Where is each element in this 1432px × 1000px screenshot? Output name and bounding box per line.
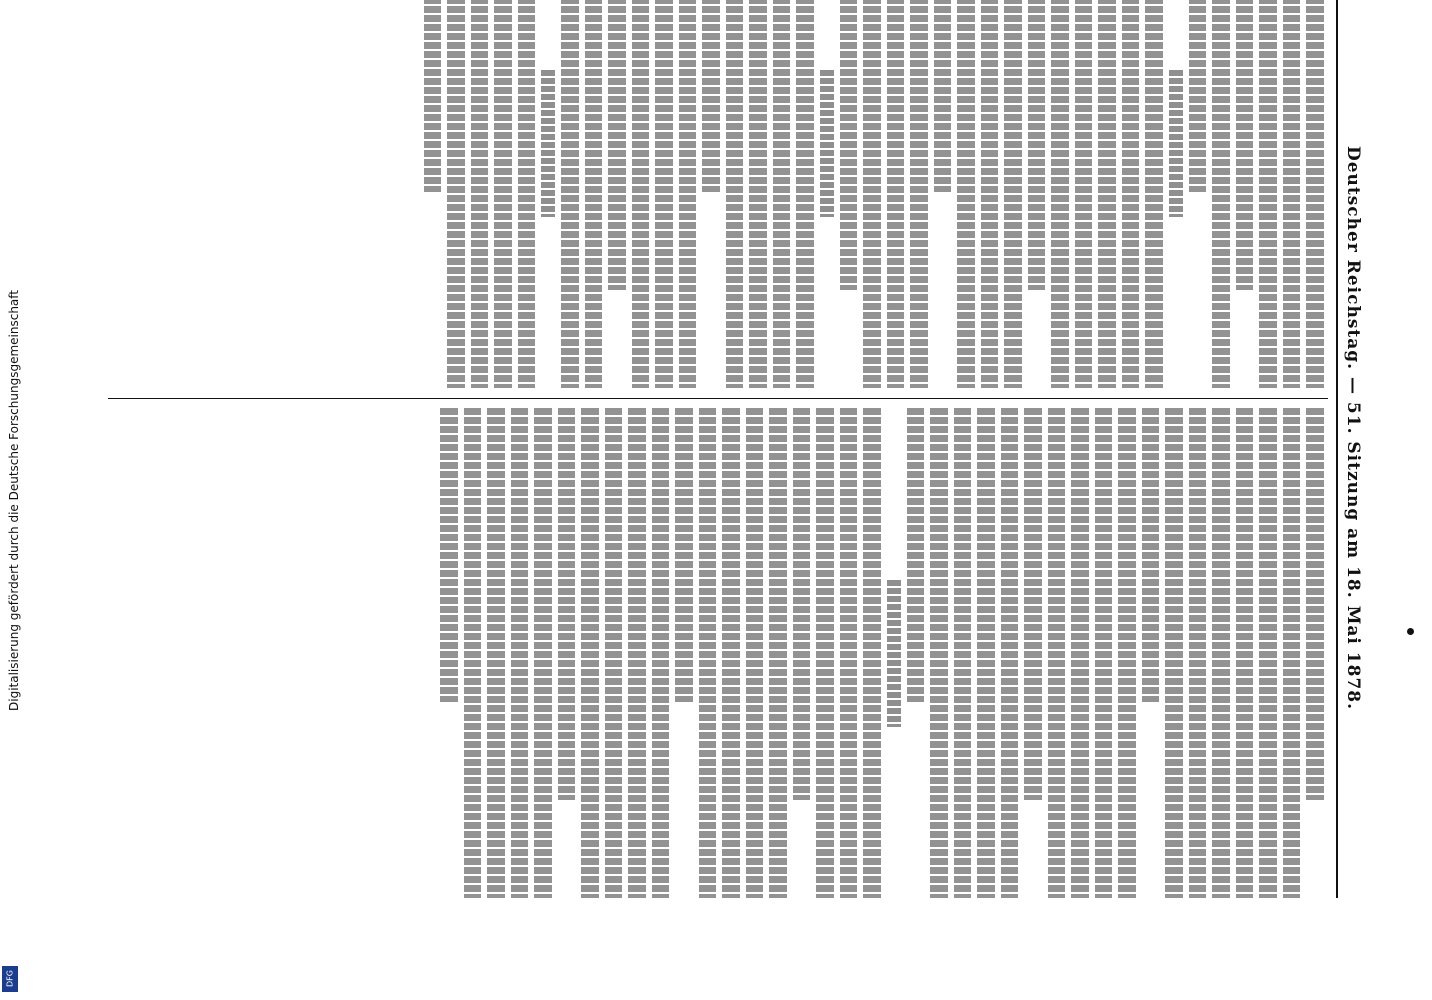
text-line bbox=[679, 0, 697, 388]
text-line bbox=[746, 408, 764, 898]
text-line bbox=[652, 408, 670, 898]
text-line bbox=[1260, 408, 1278, 898]
text-line bbox=[1169, 70, 1183, 217]
text-line bbox=[793, 408, 811, 800]
text-line bbox=[1072, 408, 1090, 898]
text-line bbox=[1048, 408, 1066, 898]
text-line bbox=[840, 0, 858, 290]
text-line bbox=[1122, 0, 1140, 388]
text-line bbox=[518, 0, 536, 388]
text-line bbox=[1142, 408, 1160, 702]
text-line bbox=[1189, 408, 1207, 898]
text-line bbox=[931, 408, 949, 898]
text-line bbox=[1189, 0, 1207, 192]
text-line bbox=[558, 408, 576, 800]
text-line bbox=[770, 408, 788, 898]
text-line bbox=[699, 408, 717, 898]
digitization-credit: Digitalisierung gefördert durch die Deutsche Forschungsgemeinschaft bbox=[7, 289, 21, 711]
text-line bbox=[773, 0, 791, 388]
text-line bbox=[495, 0, 513, 388]
column-divider bbox=[108, 398, 1328, 399]
text-line bbox=[750, 0, 768, 388]
text-line bbox=[954, 408, 972, 898]
text-line bbox=[817, 408, 835, 898]
text-line bbox=[1283, 0, 1301, 388]
text-line bbox=[1001, 408, 1019, 898]
text-line bbox=[471, 0, 489, 388]
text-line bbox=[605, 408, 623, 898]
text-line bbox=[797, 0, 815, 388]
text-line bbox=[1119, 408, 1137, 898]
text-line bbox=[1146, 0, 1164, 388]
text-line bbox=[911, 0, 929, 388]
text-line bbox=[582, 408, 600, 898]
text-line bbox=[585, 0, 603, 388]
text-line bbox=[1099, 0, 1117, 388]
text-line bbox=[1260, 0, 1278, 388]
text-line bbox=[676, 408, 694, 702]
scan-dot bbox=[1407, 628, 1414, 635]
text-line bbox=[511, 408, 529, 898]
text-line bbox=[448, 0, 466, 388]
text-line bbox=[864, 0, 882, 388]
text-line bbox=[1095, 408, 1113, 898]
text-line bbox=[934, 0, 952, 192]
text-line bbox=[1307, 408, 1325, 800]
text-line bbox=[424, 0, 442, 192]
text-line bbox=[840, 408, 858, 898]
text-column-left bbox=[116, 0, 1326, 388]
rotated-page-content bbox=[52, 0, 1372, 898]
text-line bbox=[535, 408, 553, 898]
text-line bbox=[1213, 0, 1231, 388]
dfg-logo: DFG bbox=[2, 966, 18, 992]
text-line bbox=[978, 408, 996, 898]
text-line bbox=[820, 70, 834, 217]
text-line bbox=[723, 408, 741, 898]
text-line bbox=[629, 408, 647, 898]
text-line bbox=[1283, 408, 1301, 898]
text-line bbox=[1213, 408, 1231, 898]
text-column-right bbox=[116, 408, 1326, 898]
text-line bbox=[1236, 0, 1254, 290]
text-line bbox=[907, 408, 925, 702]
text-line bbox=[703, 0, 721, 192]
page-title: Deutscher Reichstag. — 51. Sitzung am 18. Mai 1878. bbox=[1343, 145, 1363, 711]
text-line bbox=[609, 0, 627, 290]
text-line bbox=[632, 0, 650, 388]
header-rule bbox=[1336, 0, 1338, 898]
running-header bbox=[1334, 0, 1372, 898]
text-line bbox=[864, 408, 882, 898]
text-line bbox=[488, 408, 506, 898]
text-line bbox=[1005, 0, 1023, 388]
text-line bbox=[1236, 408, 1254, 898]
text-line bbox=[726, 0, 744, 388]
text-line bbox=[1075, 0, 1093, 388]
text-line bbox=[1307, 0, 1325, 388]
text-line bbox=[1052, 0, 1070, 388]
text-line bbox=[1025, 408, 1043, 800]
text-line bbox=[887, 580, 901, 727]
text-line bbox=[656, 0, 674, 388]
text-line bbox=[1166, 408, 1184, 898]
text-line bbox=[887, 0, 905, 388]
text-line bbox=[958, 0, 976, 388]
text-line bbox=[981, 0, 999, 388]
text-line bbox=[441, 408, 459, 702]
text-line bbox=[562, 0, 580, 388]
text-line bbox=[464, 408, 482, 898]
text-line bbox=[542, 70, 556, 217]
text-line bbox=[1028, 0, 1046, 290]
